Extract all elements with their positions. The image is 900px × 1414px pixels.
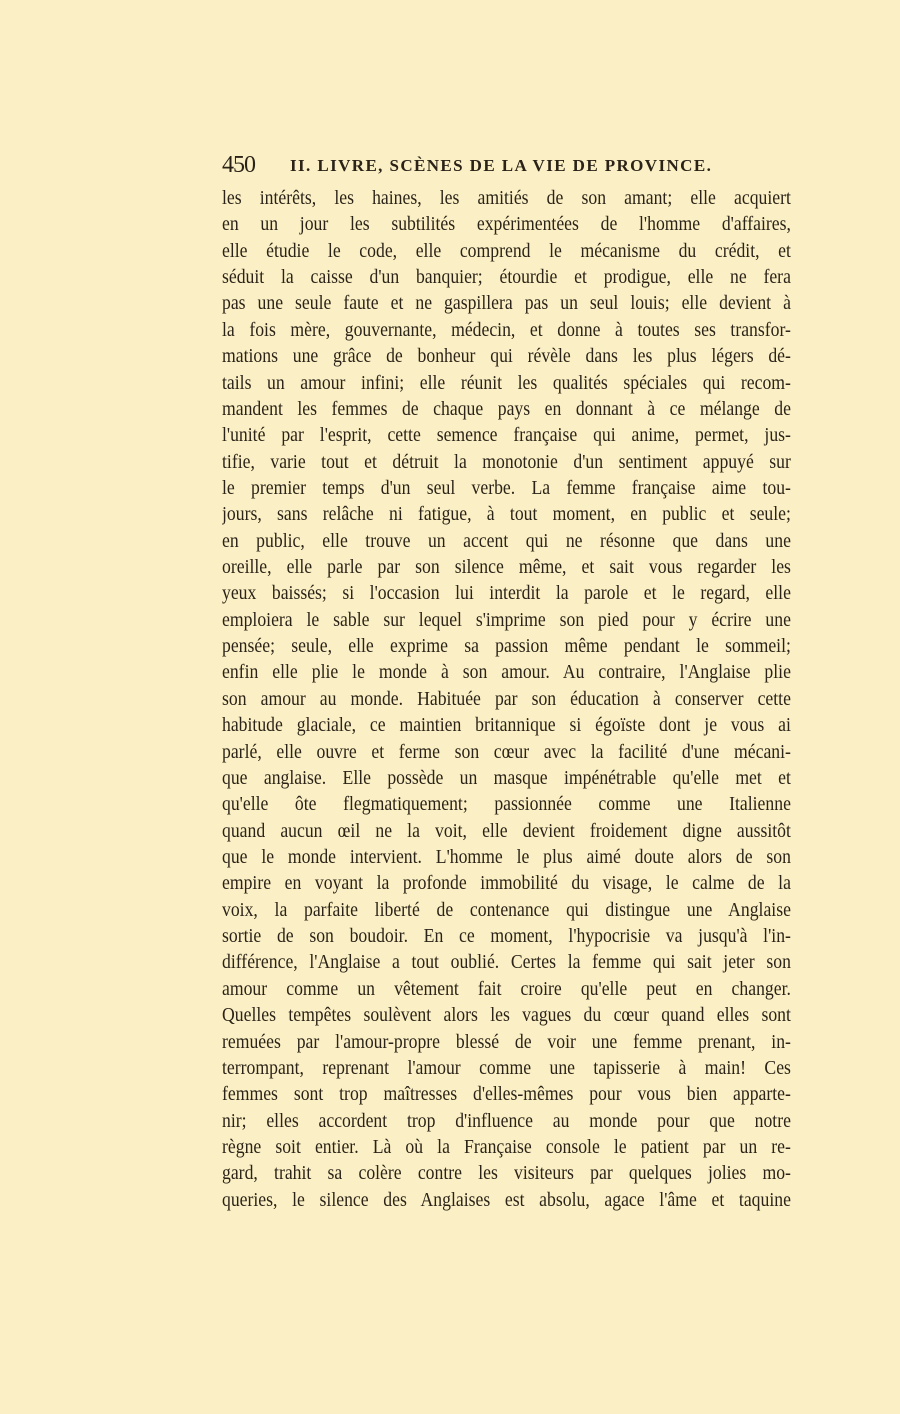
body-text bbox=[222, 185, 791, 1213]
page-header bbox=[222, 152, 802, 182]
text-line: règne soit entier. Là où la Française console le patient par un re- bbox=[222, 1135, 791, 1158]
text-line: terrompant, reprenant l'amour comme une tapisserie à main! Ces bbox=[222, 1056, 791, 1079]
text-line: qu'elle ôte flegmatiquement; passionnée comme une Italienne bbox=[222, 793, 791, 816]
text-line: tifie, varie tout et détruit la monotonie d'un sentiment appuyé sur bbox=[222, 450, 791, 473]
text-line: la fois mère, gouvernante, médecin, et donne à toutes ses transfor- bbox=[222, 318, 791, 341]
text-line: que anglaise. Elle possède un masque impénétrable qu'elle met et bbox=[222, 766, 791, 789]
text-line: empire en voyant la profonde immobilité du visage, le calme de la bbox=[222, 872, 791, 895]
text-line: yeux baissés; si l'occasion lui interdit la parole et le regard, elle bbox=[222, 582, 791, 605]
text-line: les intérêts, les haines, les amitiés de son amant; elle acquiert bbox=[222, 187, 791, 209]
text-line: quand aucun œil ne la voit, elle devient froidement digne aussitôt bbox=[222, 819, 791, 842]
text-line: mations une grâce de bonheur qui révèle dans les plus légers dé- bbox=[222, 345, 791, 368]
text-line: différence, l'Anglaise a tout oublié. Certes la femme qui sait jeter son bbox=[222, 951, 791, 974]
text-line: sortie de son boudoir. En ce moment, l'hypocrisie va jusqu'à l'in- bbox=[222, 925, 791, 948]
text-line: amour comme un vêtement fait croire qu'elle peut en changer. bbox=[222, 977, 791, 1000]
text-line: elle étudie le code, elle comprend le mécanisme du crédit, et bbox=[222, 239, 791, 262]
text-line: son amour au monde. Habituée par son éducation à conserver cette bbox=[222, 687, 791, 710]
text-line: enfin elle plie le monde à son amour. Au contraire, l'Anglaise plie bbox=[222, 661, 791, 684]
text-line: le premier temps d'un seul verbe. La femme française aime tou- bbox=[222, 476, 791, 499]
text-line: gard, trahit sa colère contre les visiteurs par quelques jolies mo- bbox=[222, 1162, 791, 1185]
text-line: parlé, elle ouvre et ferme son cœur avec la facilité d'une mécani- bbox=[222, 740, 791, 763]
text-line: Quelles tempêtes soulèvent alors les vagues du cœur quand elles sont bbox=[222, 1004, 791, 1027]
page-number: 450 bbox=[222, 152, 255, 178]
text-line: jours, sans relâche ni fatigue, à tout moment, en public et seule; bbox=[222, 503, 791, 526]
text-line: tails un amour infini; elle réunit les qualités spéciales qui recom- bbox=[222, 371, 791, 394]
text-line: l'unité par l'esprit, cette semence française qui anime, permet, jus- bbox=[222, 424, 791, 447]
text-line: que le monde intervient. L'homme le plus aimé doute alors de son bbox=[222, 845, 791, 868]
text-line: en public, elle trouve un accent qui ne résonne que dans une bbox=[222, 529, 791, 552]
text-line: pas une seule faute et ne gaspillera pas un seul louis; elle devient à bbox=[222, 292, 791, 315]
text-line: queries, le silence des Anglaises est absolu, agace l'âme et taquine bbox=[222, 1188, 791, 1211]
text-line: voix, la parfaite liberté de contenance qui distingue une Anglaise bbox=[222, 898, 791, 921]
text-line: mandent les femmes de chaque pays en donnant à ce mélange de bbox=[222, 397, 791, 420]
text-line: séduit la caisse d'un banquier; étourdie et prodigue, elle ne fera bbox=[222, 266, 791, 289]
text-line: nir; elles accordent trop d'influence au monde pour que notre bbox=[222, 1109, 791, 1132]
text-line: habitude glaciale, ce maintien britannique si égoïste dont je vous ai bbox=[222, 714, 791, 737]
running-title: II. LIVRE, SCÈNES DE LA VIE DE PROVINCE. bbox=[290, 156, 713, 175]
text-line: oreille, elle parle par son silence même, et sait vous regarder les bbox=[222, 556, 791, 579]
text-line: en un jour les subtilités expérimentées de l'homme d'affaires, bbox=[222, 213, 791, 236]
text-line: femmes sont trop maîtresses d'elles-mêmes pour vous bien apparte- bbox=[222, 1083, 791, 1106]
text-line: pensée; seule, elle exprime sa passion même pendant le sommeil; bbox=[222, 635, 791, 658]
text-line: emploiera le sable sur lequel s'imprime son pied pour y écrire une bbox=[222, 608, 791, 631]
text-line: remuées par l'amour-propre blessé de voir une femme prenant, in- bbox=[222, 1030, 791, 1053]
